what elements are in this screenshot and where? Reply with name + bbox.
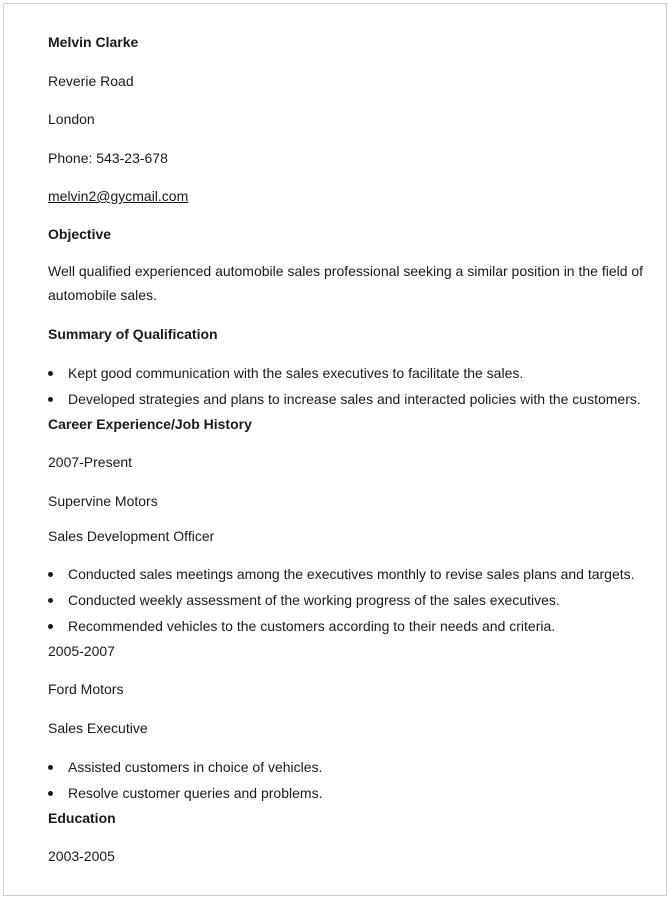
resume-page: Melvin Clarke Reverie Road London Phone: 543-23-678 melvin2@gycmail.com Objective Well qualified experienced automobile sales professional seeking a similar position in the field of automobile sales. Summary of Qualification Kept good communication with the sales executives to facilitate the sales. Developed strategies and plans to increase sales and interacted policies with the customers. Career Experience/Job History 2007-Present Supervine Motors Sales Development Officer Conducted sales meetings among the executives monthly to revise sales plans and targets. Conducted weekly assessment of the working progress of the sales executives. Recommended vehicles to the customers according to their needs and criteria. 2005-2007 Ford Motors Sales Executive Assisted customers in choice of vehicles. Resolve customer queries and problems. Education 2003-2005 — [3, 3, 667, 896]
job-period: 2007-Present — [48, 454, 133, 470]
bullet-icon — [48, 371, 53, 376]
address-street: Reverie Road — [48, 73, 134, 89]
address-city: London — [48, 111, 95, 127]
objective-text: Well qualified experienced automobile sales professional seeking a similar position in the field of automobile sales. — [48, 263, 644, 303]
bullet-icon — [48, 624, 53, 629]
email-link-text[interactable]: melvin2@gycmail.com — [48, 188, 189, 204]
job-company: Supervine Motors — [48, 493, 158, 509]
bullet-icon — [48, 765, 53, 770]
candidate-name: Melvin Clarke — [48, 34, 139, 50]
education-period: 2003-2005 — [48, 848, 115, 864]
education-heading: Education — [48, 810, 116, 826]
summary-heading: Summary of Qualification — [48, 326, 218, 342]
objective-heading: Objective — [48, 226, 112, 242]
bullet-icon — [48, 791, 53, 796]
bullet-icon — [48, 397, 53, 402]
job-title: Sales Development Officer — [48, 528, 215, 544]
bullet-icon — [48, 598, 53, 603]
phone-number: Phone: 543-23-678 — [48, 150, 168, 166]
job-period: 2005-2007 — [48, 643, 115, 659]
email-link[interactable] — [48, 186, 188, 206]
job-title: Sales Executive — [48, 720, 148, 736]
career-heading: Career Experience/Job History — [48, 416, 252, 432]
bullet-icon — [48, 572, 53, 577]
job-company: Ford Motors — [48, 681, 124, 697]
